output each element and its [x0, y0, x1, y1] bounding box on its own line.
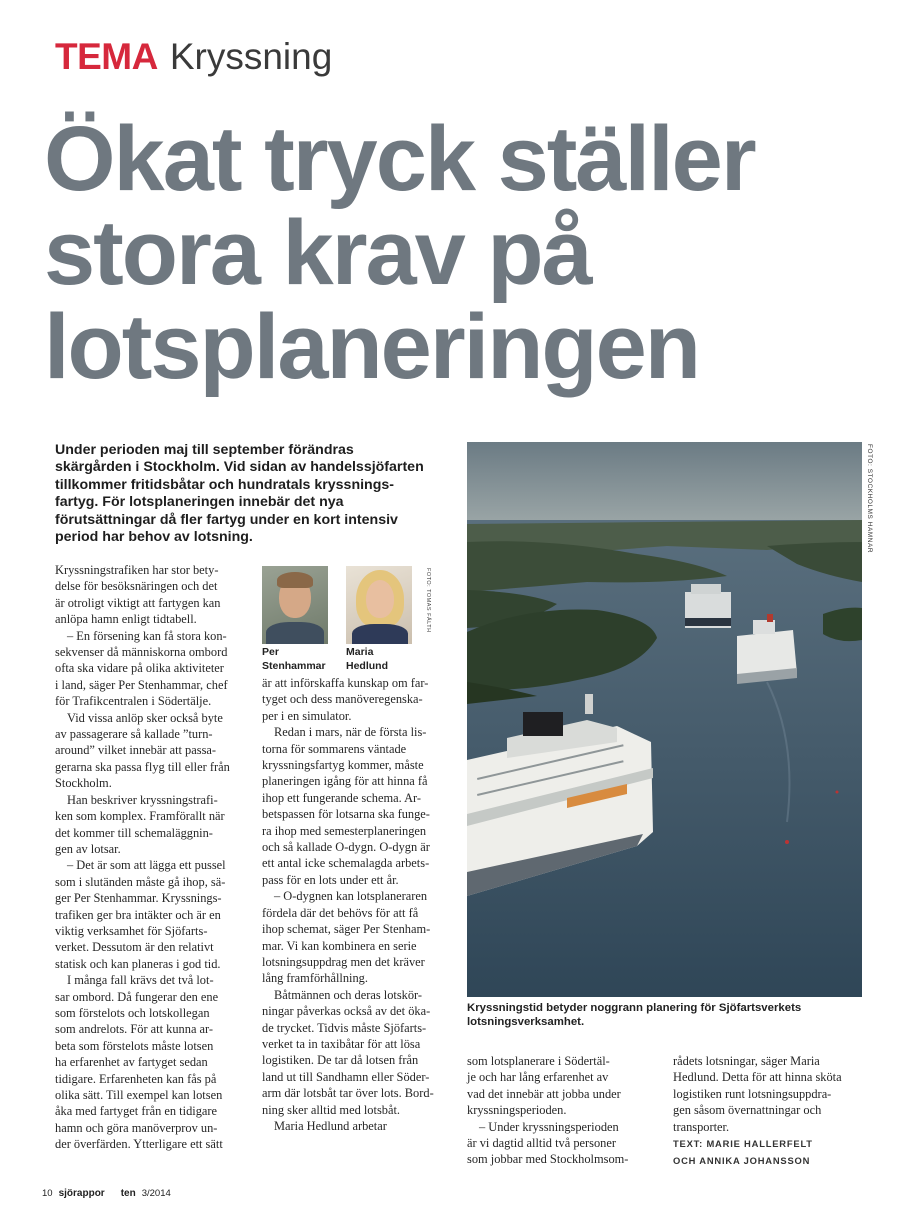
portrait-name-1 — [262, 646, 326, 673]
cruise-ships-photo — [467, 442, 862, 997]
body-line: betspassen för lotsarna ska fungе- — [262, 807, 430, 822]
body-line: land ut till Sandhamn eller Söder- — [262, 1069, 430, 1084]
body-line: Stockholm. — [55, 776, 112, 791]
body-line: Båtmännen och deras lotskör- — [274, 987, 423, 1002]
portrait-name-line: Maria — [346, 646, 374, 658]
body-line: Hedlund. Detta för att hinna sköta — [673, 1070, 842, 1085]
body-column-3 — [467, 1053, 657, 1168]
body-line: torna för sommarens väntade — [262, 741, 407, 756]
body-line: mar. Vi kan kombinera en serie — [262, 938, 417, 953]
body-line: – Det är som att lägga ett pussel — [67, 858, 226, 873]
lead-line: fartyg. För lotsplaneringen innebär det nya — [55, 494, 344, 511]
body-line: beta som förstelots måste lotsen — [55, 1038, 214, 1053]
body-line: hamn och göra manöverprov un- — [55, 1120, 218, 1135]
body-line: der överfärden. Ytterligare ett sätt — [55, 1137, 223, 1152]
body-line: ning sker alltid med lotsbåt. — [262, 1102, 400, 1117]
body-line: arm där lotsbåt tar över lots. Bord- — [262, 1086, 434, 1101]
body-line: gen av lotsar. — [55, 841, 121, 856]
body-line: Redan i mars, när de första lis- — [274, 725, 427, 740]
portrait-photo-credit: FOTO: TOMAS FÄLTH — [425, 568, 431, 633]
portrait-maria-hedlund — [346, 566, 412, 644]
body-line: som i slutänden måste gå ihop, sä- — [55, 874, 226, 889]
body-column-2 — [262, 675, 452, 1134]
lead-line: skärgården i Stockholm. Vid sidan av handelssjöfarten — [55, 459, 424, 476]
portrait-name-line: Hedlund — [346, 659, 388, 672]
body-line: logistiken runt lotsningsuppdra- — [673, 1086, 832, 1101]
body-line: verket. Dessutom är den relativt — [55, 940, 214, 955]
body-line: för Trafikcentralen i Södertälje. — [55, 694, 212, 709]
body-line: trafiken ger bra intäkter och är en — [55, 907, 221, 922]
body-line: ra ihop med semesterplaneringen — [262, 823, 427, 838]
magazine-name: sjörappor — [58, 1188, 105, 1199]
byline-line: OCH ANNIKA JOHANSSON — [673, 1155, 811, 1167]
body-line: anlöpa hamn enligt tidtabell. — [55, 612, 197, 627]
body-column-1 — [55, 562, 250, 1153]
body-line: ningar påverkas också av det öka- — [262, 1004, 431, 1019]
caption-line: Kryssningstid betyder noggrann planering för Sjöfartsverkets — [467, 1002, 802, 1014]
portrait-per-stenhammar — [262, 566, 328, 644]
body-line: transporter. — [673, 1119, 730, 1134]
headline-line: stora krav på — [44, 202, 591, 304]
body-line: är vi dagtid alltid två personer — [467, 1136, 616, 1151]
body-line: lång framförhållning. — [262, 971, 368, 986]
page-footer — [42, 1188, 171, 1199]
caption-line: lotsningsverksamhet. — [467, 1016, 585, 1028]
body-line: kryssningsperioden. — [467, 1103, 567, 1118]
photo-caption — [467, 1001, 867, 1029]
lead-paragraph — [55, 442, 455, 546]
body-line: som jobbar med Stockholmsom- — [467, 1152, 629, 1167]
photo-credit: FOTO: STOCKHOLMS HAMNAR — [866, 444, 873, 554]
body-line: I många fall krävs det två lot- — [67, 973, 214, 988]
body-line: som andrelots. För att kunna ar- — [55, 1022, 214, 1037]
body-line: Maria Hedlund arbetar — [274, 1118, 387, 1133]
section-tag: TEMA — [55, 36, 158, 77]
body-line: olika sätt. Till exempel kan lotsen — [55, 1088, 223, 1102]
body-line: ger Per Stenhammar. Kryssnings- — [55, 891, 222, 906]
body-line: i land, säger Per Stenhammar, chef — [55, 677, 228, 692]
body-line: – En försening kan få stora kon- — [67, 628, 227, 643]
body-line: gerarna ska passa flyg till eller från — [55, 759, 230, 774]
body-line: är otroligt viktigt att fartygen kan — [55, 595, 221, 610]
body-line: delse för besöksnäringen och det — [55, 579, 218, 594]
body-line: logistiken. De tar då lotsen från — [262, 1053, 419, 1068]
page-number: 10 — [42, 1188, 53, 1199]
headline — [44, 108, 904, 398]
headline-line: Ökat tryck ställer — [44, 108, 755, 210]
body-line: ha erfarenhet av fartyget sedan — [55, 1055, 208, 1070]
body-line: kryssningsfartyg kommer, måste — [262, 758, 424, 773]
portrait-name-line: Stenhammar — [262, 659, 326, 672]
body-line: av passagerare så kallade ”turn- — [55, 727, 213, 742]
section-topic: Kryssning — [169, 36, 333, 77]
lead-line: tillkommer fritidsbåtar och hundratals kryssnings- — [55, 476, 395, 493]
portrait-block — [262, 566, 452, 676]
body-line: som lotsplanerare i Södertäl- — [467, 1054, 610, 1068]
byline-line: TEXT: MARIE HALLERFELT — [673, 1138, 813, 1150]
body-line: je och har lång erfarenhet av — [467, 1070, 609, 1085]
lead-line: period har behov av lotsning. — [55, 529, 253, 546]
body-line: vad det innebär att jobba under — [467, 1086, 621, 1101]
body-line: – O-dygnen kan lotsplaneraren — [274, 889, 428, 904]
headline-line: lotsplaneringen — [44, 296, 699, 398]
body-line: sar ombord. Då fungerar den ene — [55, 989, 219, 1004]
portrait-name-2 — [346, 646, 388, 673]
body-line: per i en simulator. — [262, 708, 352, 723]
body-line: det kommer till schemaläggnin- — [55, 825, 213, 840]
body-line: around” vilket innebär att passa- — [55, 743, 217, 758]
body-line: åka med fartyget från en tidigare — [55, 1104, 218, 1119]
body-line: tidigare. Erfarenheten kan fås på — [55, 1071, 217, 1086]
body-line: statisk och kan planeras i god tid. — [55, 956, 221, 971]
body-line: ihop schemat, säger Per Stenham- — [262, 922, 431, 937]
lead-line: Under perioden maj till september förändras — [55, 442, 354, 458]
body-line: som förstelots och lotskollegan — [55, 1005, 210, 1020]
body-line: Kryssningstrafiken har stor bety- — [55, 563, 219, 577]
section-label — [55, 36, 332, 80]
body-column-4 — [673, 1053, 868, 1169]
body-line: planeringen igång för att hinna få — [262, 774, 428, 789]
body-line: rådets lotsningar, säger Maria — [673, 1054, 820, 1068]
magazine-name-suffix: ten — [120, 1188, 136, 1199]
body-line: Han beskriver kryssningstrafi- — [67, 792, 218, 807]
body-line: och så kallade O-dygn. O-dygn är — [262, 840, 430, 855]
body-line: pass för en lots under ett år. — [262, 872, 399, 887]
body-line: ofta ska vidare på olika aktiviteter — [55, 661, 224, 676]
body-line: lotsningsuppdrag men det kräver — [262, 954, 425, 969]
body-line: – Under kryssningsperioden — [479, 1119, 619, 1134]
body-line: ken som komplex. Framförallt när — [55, 809, 225, 824]
body-line: sekvenser då människorna ombord — [55, 645, 228, 660]
body-line: verket ta in taxibåtar för att lösa — [262, 1036, 421, 1051]
body-line: Vid vissa anlöp sker också byte — [67, 710, 223, 725]
body-line: viktig verksamhet för Sjöfarts- — [55, 923, 208, 938]
portrait-name-line: Per — [262, 646, 279, 658]
body-line: är att införskaffa kunskap om far- — [262, 676, 429, 690]
lead-line: förutsättningar då fler fartyg under en kort intensiv — [55, 511, 398, 528]
body-line: gen såsom övernattningar och — [673, 1103, 822, 1118]
body-line: ihop ett fungerande schema. Ar- — [262, 790, 422, 805]
body-line: tyget och dess manöveregenska- — [262, 692, 423, 707]
body-line: de trycket. Tidvis måste Sjöfarts- — [262, 1020, 427, 1035]
issue-number: 3/2014 — [141, 1188, 171, 1199]
body-line: fördela där det behövs för att få — [262, 905, 419, 920]
body-line: ett antal icke schemalagda arbets- — [262, 856, 430, 871]
